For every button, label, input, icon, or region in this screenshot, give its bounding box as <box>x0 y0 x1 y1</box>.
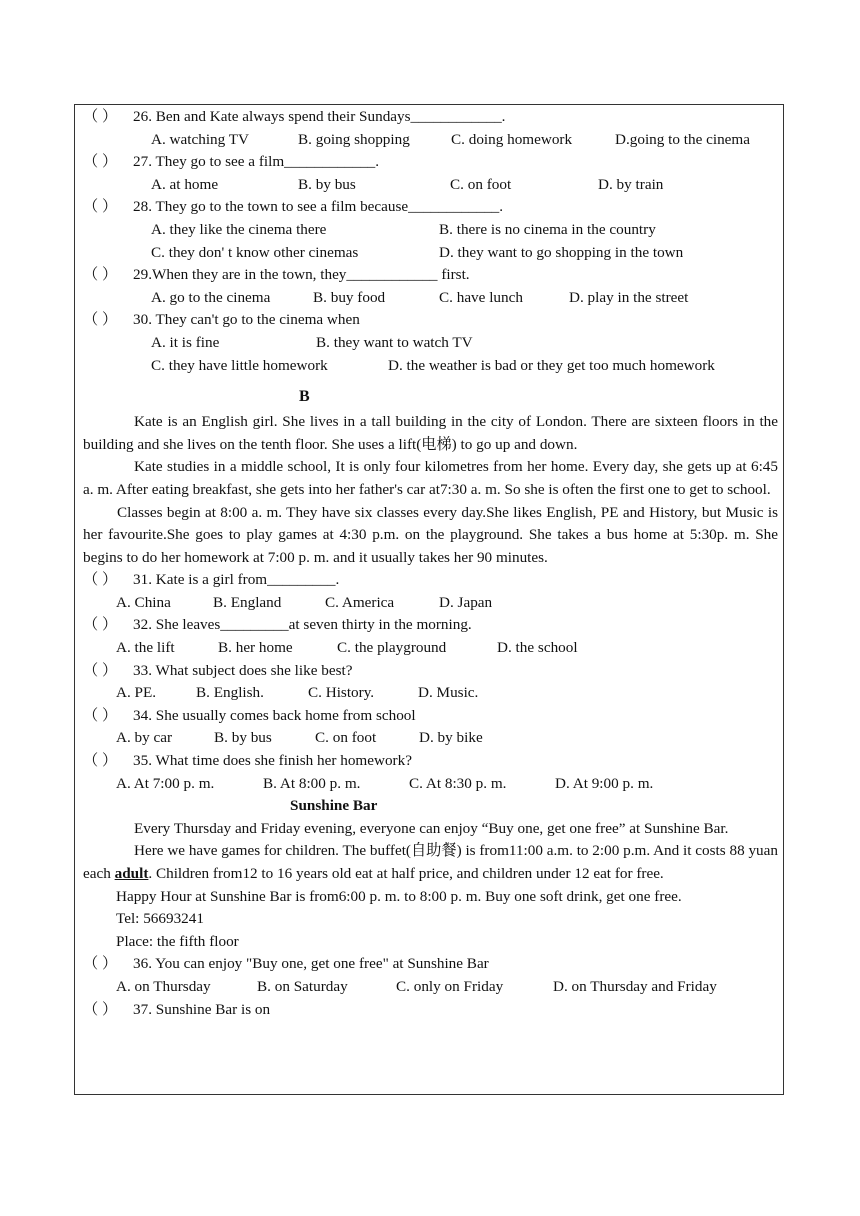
place-line: Place: the fifth floor <box>116 932 239 950</box>
section-heading: B <box>299 388 310 406</box>
exercise-sheet <box>83 106 778 1021</box>
question-35 <box>83 750 778 773</box>
answer-paren[interactable]: （ ） <box>83 706 118 724</box>
option-b: B. they want to watch TV <box>316 333 473 351</box>
option-c: C. doing homework <box>451 130 573 148</box>
question-stem: 35. What time does she finish her homework? <box>133 752 412 770</box>
option-c: C. on foot <box>450 175 512 193</box>
option-a: A. at home <box>151 175 219 193</box>
question-30 <box>83 309 778 332</box>
passage-paragraph: Classes begin at 8:00 a. m. They have six classes every day.She likes English, PE and History, but Music is her favourite.She goes to play games at 4:30 p.m. on the playground. She takes a bus home at 5:30p. m. She begins to do her homework at 7:00 p. m. and it usually takes her 90 minutes. <box>83 503 778 566</box>
option-b: B. there is no cinema in the country <box>439 220 656 238</box>
option-b: B. going shopping <box>298 130 410 148</box>
options-28-row1 <box>83 219 778 242</box>
option-d: D. play in the street <box>569 288 689 306</box>
option-b: B. on Saturday <box>257 977 348 995</box>
ad-text: . Children from12 to 16 years old eat at half price, and children under 12 eat for free. <box>148 865 664 882</box>
section-heading: Sunshine Bar <box>290 797 378 815</box>
options-30-row1 <box>83 332 778 355</box>
question-stem: 33. What subject does she like best? <box>133 661 353 679</box>
option-b: B. English. <box>196 684 264 702</box>
answer-paren[interactable]: （ ） <box>83 955 118 973</box>
question-31 <box>83 569 778 592</box>
question-stem: 29.When they are in the town, they____________ first. <box>133 266 470 284</box>
options-26 <box>83 129 778 152</box>
option-a: A. watching TV <box>151 130 249 148</box>
question-stem: 30. They can't go to the cinema when <box>133 311 360 329</box>
question-27 <box>83 151 778 174</box>
answer-paren[interactable]: （ ） <box>83 571 118 589</box>
option-a: A. on Thursday <box>116 977 211 995</box>
option-a: A. by car <box>116 729 173 747</box>
question-34 <box>83 705 778 728</box>
options-28-row2 <box>83 242 778 265</box>
options-33 <box>83 682 778 705</box>
answer-paren[interactable]: （ ） <box>83 1000 118 1018</box>
option-d: D. Japan <box>439 593 493 611</box>
question-33 <box>83 660 778 683</box>
option-b: B. buy food <box>313 288 386 306</box>
question-28 <box>83 196 778 219</box>
option-a: A. it is fine <box>151 333 220 351</box>
option-c: C. only on Friday <box>396 977 504 995</box>
option-b: B. by bus <box>214 729 272 747</box>
question-stem: 32. She leaves_________at seven thirty in the morning. <box>133 616 472 634</box>
ad-keyword: adult <box>114 865 149 882</box>
options-35 <box>83 773 778 796</box>
question-32 <box>83 614 778 637</box>
ad-paragraph: Every Thursday and Friday evening, everyone can enjoy “Buy one, get one free” at Sunshine Bar. <box>134 819 729 837</box>
option-b: B. At 8:00 p. m. <box>263 774 361 792</box>
answer-paren[interactable]: （ ） <box>83 311 118 329</box>
option-c: C. America <box>325 593 395 611</box>
option-a: A. the lift <box>116 639 175 657</box>
option-c: C. History. <box>308 684 375 702</box>
question-stem: 28. They go to the town to see a film because____________. <box>133 198 504 216</box>
question-26 <box>83 106 778 129</box>
option-c: C. At 8:30 p. m. <box>409 774 507 792</box>
option-a: A. go to the cinema <box>151 288 271 306</box>
options-36 <box>83 976 778 999</box>
question-stem: 34. She usually comes back home from school <box>133 706 416 724</box>
answer-paren[interactable]: （ ） <box>83 153 118 171</box>
option-a: A. China <box>116 593 171 611</box>
option-d: D. by bike <box>419 729 483 747</box>
question-stem: 27. They go to see a film____________. <box>133 153 380 171</box>
option-d: D. the school <box>497 639 578 657</box>
ad-text: Here we have games for children. The buffet(自助餐) is from11:00 a.m. to 2:00 p.m. And it costs 88 yuan each <box>83 842 778 882</box>
tel-line: Tel: 56693241 <box>116 910 204 928</box>
options-30-row2 <box>83 355 778 378</box>
answer-paren[interactable]: （ ） <box>83 266 118 284</box>
option-c: C. they don' t know other cinemas <box>151 243 359 261</box>
answer-paren[interactable]: （ ） <box>83 198 118 216</box>
options-31 <box>83 592 778 615</box>
answer-paren[interactable]: （ ） <box>83 108 118 125</box>
option-d: D. by train <box>598 175 664 193</box>
option-d: D. At 9:00 p. m. <box>555 774 654 792</box>
happy-hour-line: Happy Hour at Sunshine Bar is from6:00 p. m. to 8:00 p. m. Buy one soft drink, get one free. <box>116 887 682 905</box>
option-b: B. by bus <box>298 175 356 193</box>
options-32 <box>83 637 778 660</box>
option-c: C. the playground <box>337 639 447 657</box>
option-a: A. they like the cinema there <box>151 220 327 238</box>
option-d: D.going to the cinema <box>615 130 750 148</box>
question-stem: 36. You can enjoy "Buy one, get one free" at Sunshine Bar <box>133 955 489 973</box>
passage-paragraph: Kate is an English girl. She lives in a tall building in the city of London. There are sixteen floors in the building and she lives on the tenth floor. She uses a lift(电梯) to go up and down. <box>83 413 778 453</box>
option-d: D. on Thursday and Friday <box>553 977 717 995</box>
option-b: B. her home <box>218 639 293 657</box>
passage-paragraph: Kate studies in a middle school, It is only four kilometres from her home. Every day, she gets up at 6:45 a. m. After eating breakfast, she gets into her father's car at7:30 a. m. So she is often the first one to get to school. <box>83 458 778 498</box>
answer-paren[interactable]: （ ） <box>83 661 118 679</box>
answer-paren[interactable]: （ ） <box>83 752 118 770</box>
question-36 <box>83 953 778 976</box>
option-d: D. they want to go shopping in the town <box>439 243 684 261</box>
option-d: D. Music. <box>418 684 479 702</box>
question-stem: 26. Ben and Kate always spend their Sundays____________. <box>133 108 506 125</box>
question-stem: 37. Sunshine Bar is on <box>133 1000 271 1018</box>
option-c: C. on foot <box>315 729 377 747</box>
option-c: C. they have little homework <box>151 356 328 374</box>
option-a: A. At 7:00 p. m. <box>116 774 215 792</box>
answer-paren[interactable]: （ ） <box>83 616 118 634</box>
option-b: B. England <box>213 593 282 611</box>
section-b-heading-row <box>83 377 778 411</box>
options-34 <box>83 727 778 750</box>
option-d: D. the weather is bad or they get too much homework <box>388 356 715 374</box>
options-27 <box>83 174 778 197</box>
ad-paragraph <box>83 840 778 885</box>
question-stem: 31. Kate is a girl from_________. <box>133 571 340 589</box>
options-29 <box>83 287 778 310</box>
question-37 <box>83 999 778 1022</box>
question-29 <box>83 264 778 287</box>
option-c: C. have lunch <box>439 288 523 306</box>
option-a: A. PE. <box>116 684 157 702</box>
